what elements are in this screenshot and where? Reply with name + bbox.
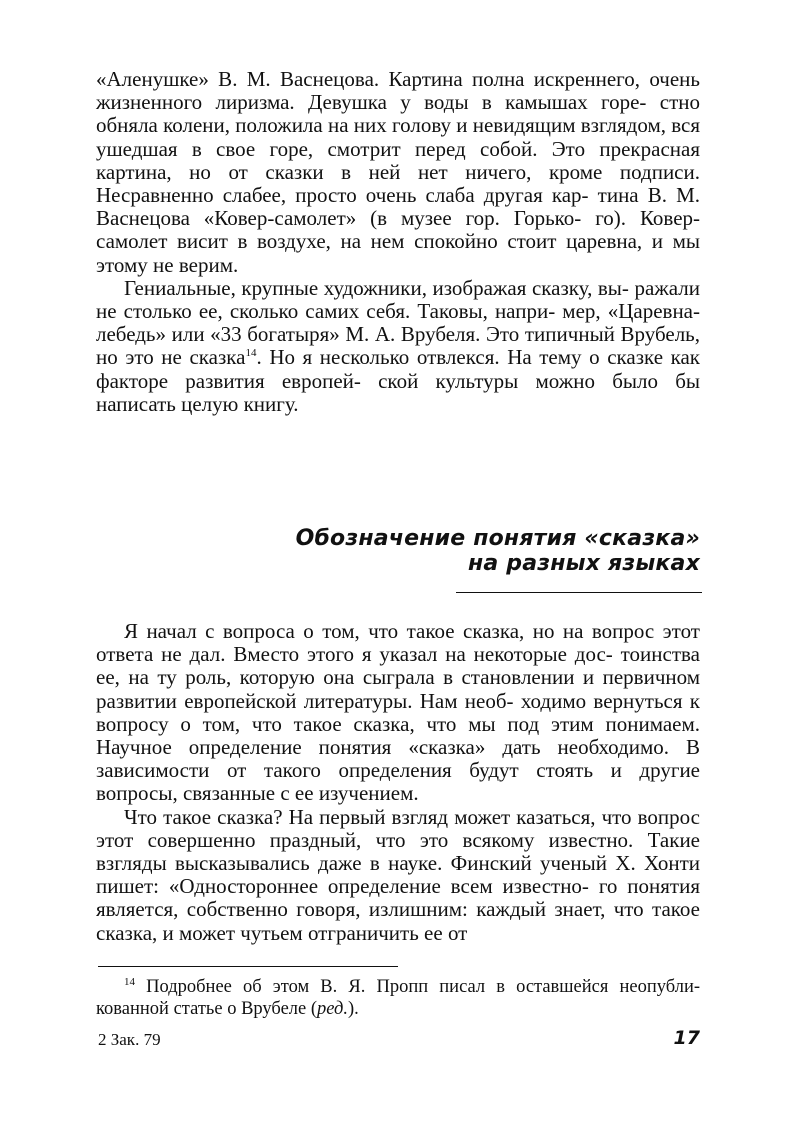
footnote-number: 14	[124, 975, 135, 988]
footnote-text: кованной статье о Врубеле (	[96, 999, 318, 1019]
footnote	[96, 976, 700, 1020]
paragraph	[96, 806, 700, 945]
footnote-editor-mark: ред.	[317, 999, 349, 1019]
section-heading-line-1: Обозначение понятия «сказка»	[295, 526, 700, 551]
text-line: дать необходимо. В зависимости от такого определения будут	[96, 735, 701, 783]
text-line: го). Ковер-самолет висит в воздухе, на нем спокойно стоит	[96, 206, 701, 254]
text-line: тоинства ее, на ту роль, которую она сыграла в становлении	[96, 642, 700, 690]
text-line: Гениальные, крупные художники, изображая сказку, вы-	[124, 275, 629, 300]
section-heading-line-2: на разных языках	[468, 551, 700, 576]
page-number: 17	[673, 1027, 700, 1049]
paragraph	[96, 68, 700, 277]
footnote-reference[interactable]: 14	[245, 347, 257, 360]
heading-underline	[456, 592, 702, 593]
text-line: Я начал с вопроса о том, что такое сказка, но на вопрос	[124, 619, 655, 643]
text-line: стно обняла колени, положила на них голову и невидящим	[96, 90, 700, 138]
text-line: Это типичный Врубель, но это не сказка	[96, 322, 700, 370]
text-line: взглядом, вся ушедшая в свое горе, смотрит перед собой. Это	[96, 113, 701, 161]
text-line: Такие взгляды высказывались даже в науке. Финский ученый	[96, 827, 700, 876]
text-line: Что такое сказка? На первый взгляд может казаться, что	[124, 804, 632, 829]
text-line: . Но я несколько	[256, 345, 410, 370]
section-heading	[240, 526, 700, 576]
text-line: вопрос этот совершенно праздный, что это всякому известно.	[96, 804, 700, 852]
text-block-top	[96, 68, 700, 416]
text-line: Х. Хонти пишет: «Одностороннее определение всем известно-	[96, 851, 700, 899]
footnote-closing: ).	[348, 999, 359, 1019]
text-line: ской культуры можно было бы написать целую книгу.	[96, 368, 701, 416]
text-line: под этим понимаем. Научное определение понятия «сказка»	[96, 711, 701, 760]
text-line: ходимо вернуться к вопросу о том, что такое сказка, что мы	[96, 688, 700, 736]
text-line: ражали не столько ее, сколько самих себя. Таковы, напри-	[96, 275, 700, 324]
text-line: тина В. М. Васнецова «Ковер-самолет» (в музее гор. Горько-	[96, 183, 700, 231]
text-line: царевна, и мы этому не верим.	[96, 229, 700, 277]
text-line: мер, «Царевна-лебедь» или «33 богатыря» М. А. Врубеля.	[96, 299, 700, 347]
footnote-separator	[98, 966, 398, 967]
footnote-text: Подробнее об этом В. Я. Пропп писал в оставшейся неопубли-	[146, 977, 701, 997]
text-line: го понятия является, собственно говоря, излишним: каждый	[96, 874, 701, 922]
text-line: стоять и другие вопросы, связанные с ее изучением.	[96, 758, 701, 806]
paragraph	[96, 620, 700, 806]
text-line: подписи. Несравненно слабее, просто очень слаба другая кар-	[96, 159, 700, 208]
text-line: отвлекся. На тему о сказке как факторе развития европей-	[96, 345, 701, 393]
text-line: прекрасная картина, но от сказки в ней нет ничего, кроме	[96, 136, 700, 184]
text-line: и первичном развитии европейской литературы. Нам необ-	[96, 665, 701, 713]
text-line: этот ответа не дал. Вместо этого я указал на некоторые дос-	[96, 619, 700, 667]
printer-signature: 2 Зак. 79	[98, 1030, 161, 1049]
text-line: очень жизненного лиризма. Девушка у воды в камышах горе-	[96, 67, 700, 115]
text-line: знает, что такое сказка, и может чутьем отграничить ее от	[96, 897, 701, 945]
text-block-bottom	[96, 620, 700, 945]
paragraph	[96, 277, 700, 416]
text-line: «Аленушке» В. М. Васнецова. Картина полна искреннего,	[96, 67, 641, 91]
